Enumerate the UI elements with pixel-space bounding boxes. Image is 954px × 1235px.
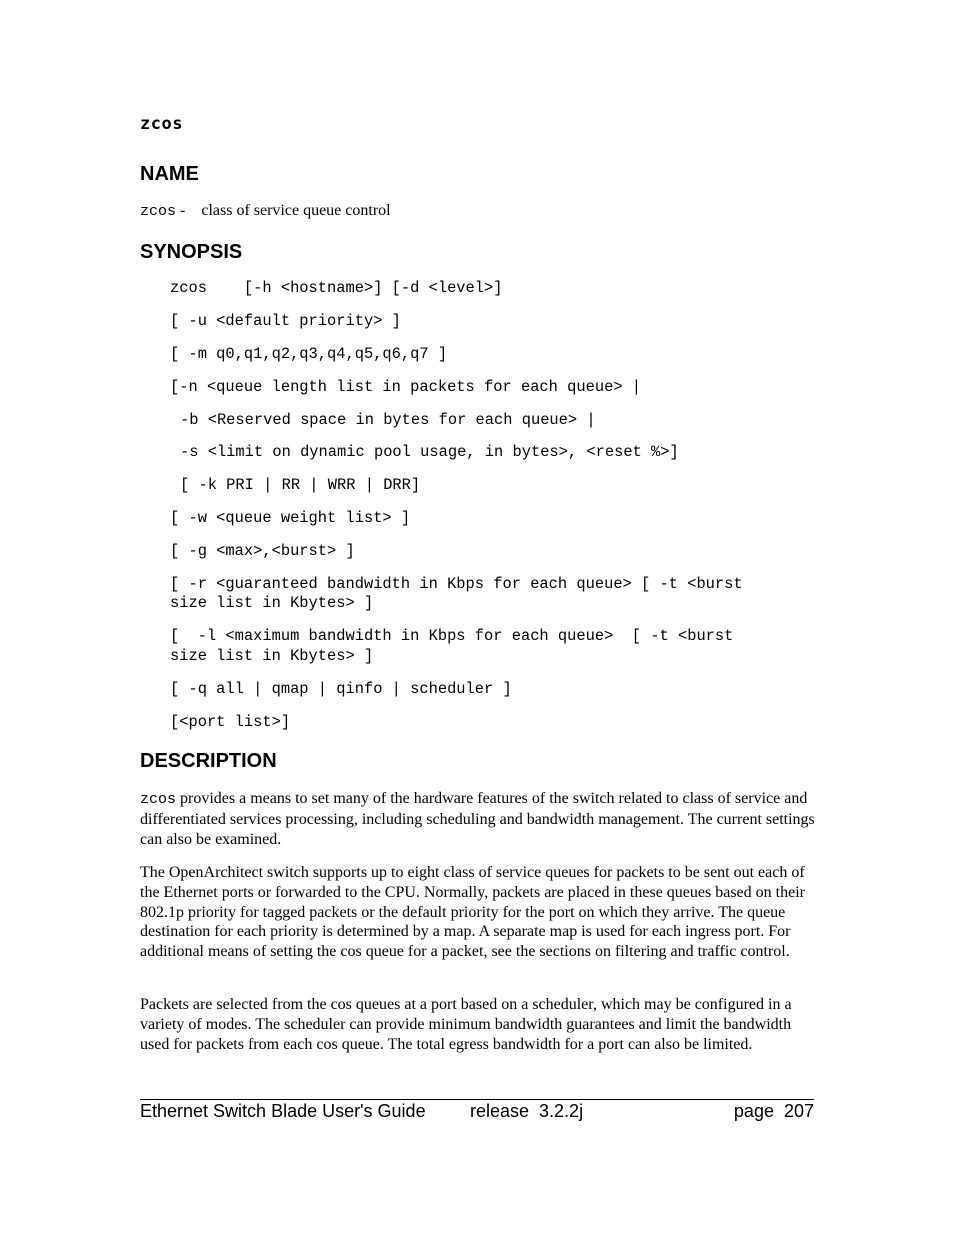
name-heading: NAME	[140, 163, 199, 185]
synopsis-heading: SYNOPSIS	[140, 241, 243, 263]
synopsis-line: [ -u <default priority> ]	[170, 312, 401, 330]
synopsis-line: [-n <queue length list in packets for each queue> |	[170, 378, 642, 396]
synopsis-line: size list in Kbytes> ]	[170, 647, 374, 665]
synopsis-line: [ -l <maximum bandwidth in Kbps for each queue> [ -t <burst	[170, 627, 734, 645]
description-text-1: provides a means to set many of the hardware features of the switch related to class of service and differentiated services processing, including scheduling and bandwidth management. The current settings can also be examined.	[140, 790, 815, 848]
command-title: zcos	[140, 114, 183, 134]
synopsis-line: zcos [-h <hostname>] [-d <level>]	[170, 279, 503, 297]
synopsis-line: [ -k PRI | RR | WRR | DRR]	[180, 476, 421, 494]
description-paragraph-2: The OpenArchitect switch supports up to eight class of service queues for packets to be sent out each of the Ethernet ports or forwarded to the CPU. Normally, packets are placed in these queues based on their 802.1p priority for tagged packets or the default priority for the port on which they arrive. The queue destination for each priority is determined by a map. A separate map is used for each ingress port. For additional means of setting the cos queue for a packet, see the sections on filtering and traffic control.	[140, 864, 805, 961]
name-line	[140, 202, 391, 220]
description-command: zcos	[140, 791, 177, 808]
footer-page-number: page 207	[733, 1101, 814, 1121]
synopsis-line: size list in Kbytes> ]	[170, 594, 374, 612]
footer-release: release 3.2.2j	[470, 1101, 584, 1121]
name-description: class of service queue control	[201, 202, 391, 219]
description-paragraph-1	[140, 789, 815, 849]
synopsis-line: [ -g <max>,<burst> ]	[170, 542, 355, 560]
footer-guide-title: Ethernet Switch Blade User's Guide	[140, 1101, 426, 1121]
footer-rule	[140, 1099, 814, 1100]
name-dash: -	[180, 202, 186, 219]
name-command: zcos	[140, 203, 177, 220]
synopsis-line: [<port list>]	[170, 713, 291, 731]
synopsis-line: [ -w <queue weight list> ]	[170, 509, 411, 527]
synopsis-line: -b <Reserved space in bytes for each queue> |	[180, 411, 596, 429]
description-heading: DESCRIPTION	[140, 750, 277, 772]
synopsis-line: [ -m q0,q1,q2,q3,q4,q5,q6,q7 ]	[170, 345, 448, 363]
synopsis-line: [ -r <guaranteed bandwidth in Kbps for each queue> [ -t <burst	[170, 575, 743, 593]
synopsis-line: [ -q all | qmap | qinfo | scheduler ]	[170, 680, 512, 698]
synopsis-line: -s <limit on dynamic pool usage, in bytes>, <reset %>]	[180, 443, 679, 461]
description-paragraph-3: Packets are selected from the cos queues at a port based on a scheduler, which may be configured in a variety of modes. The scheduler can provide minimum bandwidth guarantees and limit the bandwidth used for packets from each cos queue. The total egress bandwidth for a port can also be limited.	[140, 996, 792, 1053]
